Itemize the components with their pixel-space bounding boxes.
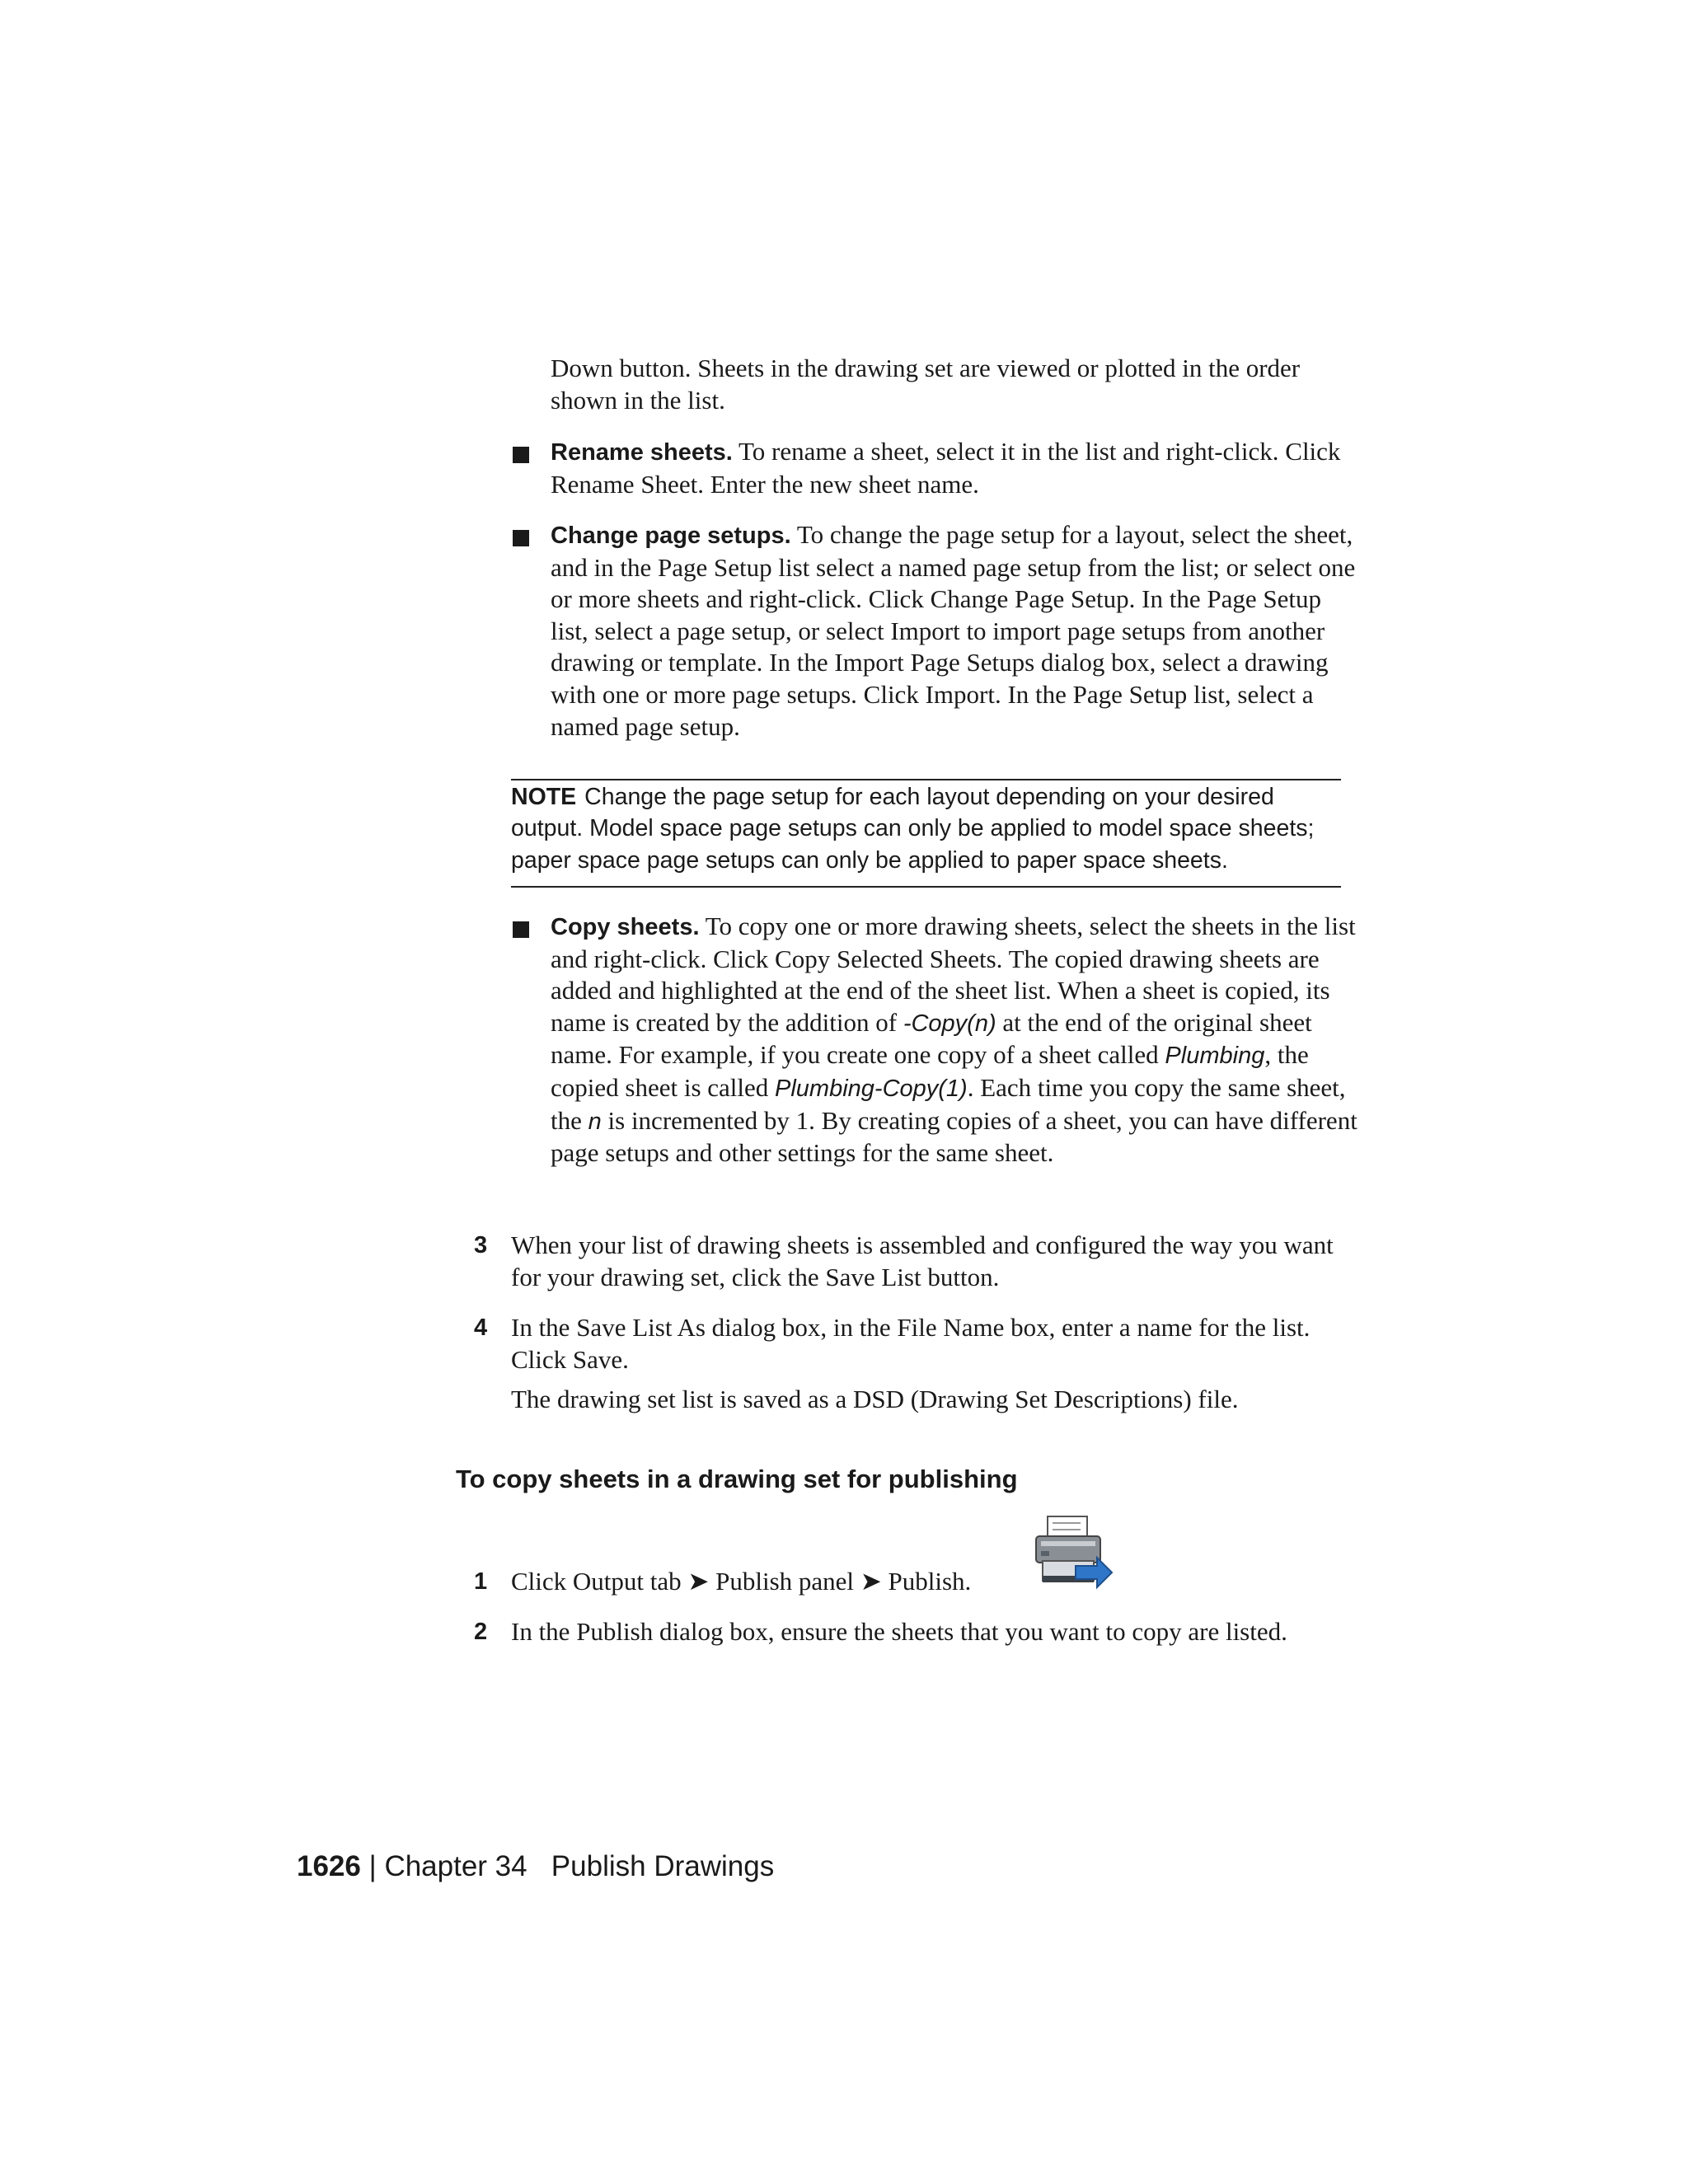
procedure-heading: To copy sheets in a drawing set for publishing [456,1465,1018,1493]
step-number: 1 [474,1568,488,1595]
italic-term: -Copy(n) [903,1010,996,1037]
bullet-text: . Each time you copy the same sheet, the [551,1072,1346,1135]
step-text: In the Publish dialog box, ensure the sheets that you want to copy are listed. [511,1617,1287,1646]
step-number: 2 [474,1619,488,1645]
italic-term: n [588,1108,602,1135]
bullet-text: To copy one or more drawing sheets, select the sheets in the list and right-click. Click Copy Selected Sheets. The copied drawing sheets are added and highlighted at the end of the sheet list. When a sheet is copied, its name is created by the addition of [551,912,1356,1037]
step-text: In the Save List As dialog box, in the File Name box, enter a name for the list. Click Save. [511,1313,1311,1374]
note-text: Change the page setup for each layout depending on your desired output. Model space page setups can only be applied to model space sheets; paper space page setups can only be applied to paper space sheets. [511,784,1315,874]
footer-separator: | [368,1850,377,1882]
bullet-text: is incremented by 1. By creating copies of a sheet, you can have different page setups and other settings for the same sheet. [551,1105,1357,1168]
step-text: When your list of drawing sheets is assembled and configured the way you want for your drawing set, click the Save List button. [511,1230,1334,1291]
note-label: NOTE [511,784,577,810]
note-bottom-rule [511,886,1341,888]
publish-icon [1033,1513,1115,1592]
bullet-rename-sheets [551,436,1358,500]
chapter-title: Publish Drawings [551,1850,775,1882]
bullet-text: To rename a sheet, select it in the list and right-click. Click Rename Sheet. Enter the new sheet name. [551,437,1341,499]
chapter-label: Chapter 34 [384,1850,528,1882]
bullet-copy-sheets [551,911,1358,1169]
bullet-change-page-setups [551,519,1358,743]
italic-term: Plumbing [1165,1043,1265,1070]
continuation-text: Down button. Sheets in the drawing set are viewed or plotted in the order shown in the list. [551,354,1301,415]
bullet-marker [513,530,529,546]
bullet-title: Copy sheets. [551,914,700,940]
bullet-marker [513,921,529,938]
bullet-marker [513,447,529,463]
step-number: 4 [474,1315,488,1341]
bullet-text: at the end of the original sheet name. For example, if you create one copy of a sheet called [551,1007,1312,1070]
bullet-text: , the copied sheet is called [551,1040,1309,1102]
note-block [511,781,1343,876]
page-number: 1626 [297,1850,361,1882]
bullet-title: Change page setups. [551,523,791,549]
note-top-rule [511,779,1341,780]
page-footer [297,1849,774,1885]
step-number: 3 [474,1232,488,1258]
bullet-text: To change the page setup for a layout, select the sheet, and in the Page Setup list select a named page setup from the list; or select one or more sheets and right-click. Click Change Page Setup. In the Page Setup list, select a page setup, or select Import to import page setups from another drawing or template. In the Import Page Setups dialog box, select a drawing with one or more page setups. Click Import. In the Page Setup list, select a named page setup. [551,520,1356,741]
step-text: Click Output tab ➤ Publish panel ➤ Publish. [511,1567,972,1596]
italic-term: Plumbing-Copy(1) [775,1075,968,1102]
bullet-title: Rename sheets. [551,439,733,466]
step-result: The drawing set list is saved as a DSD (Drawing Set Descriptions) file. [511,1385,1239,1413]
